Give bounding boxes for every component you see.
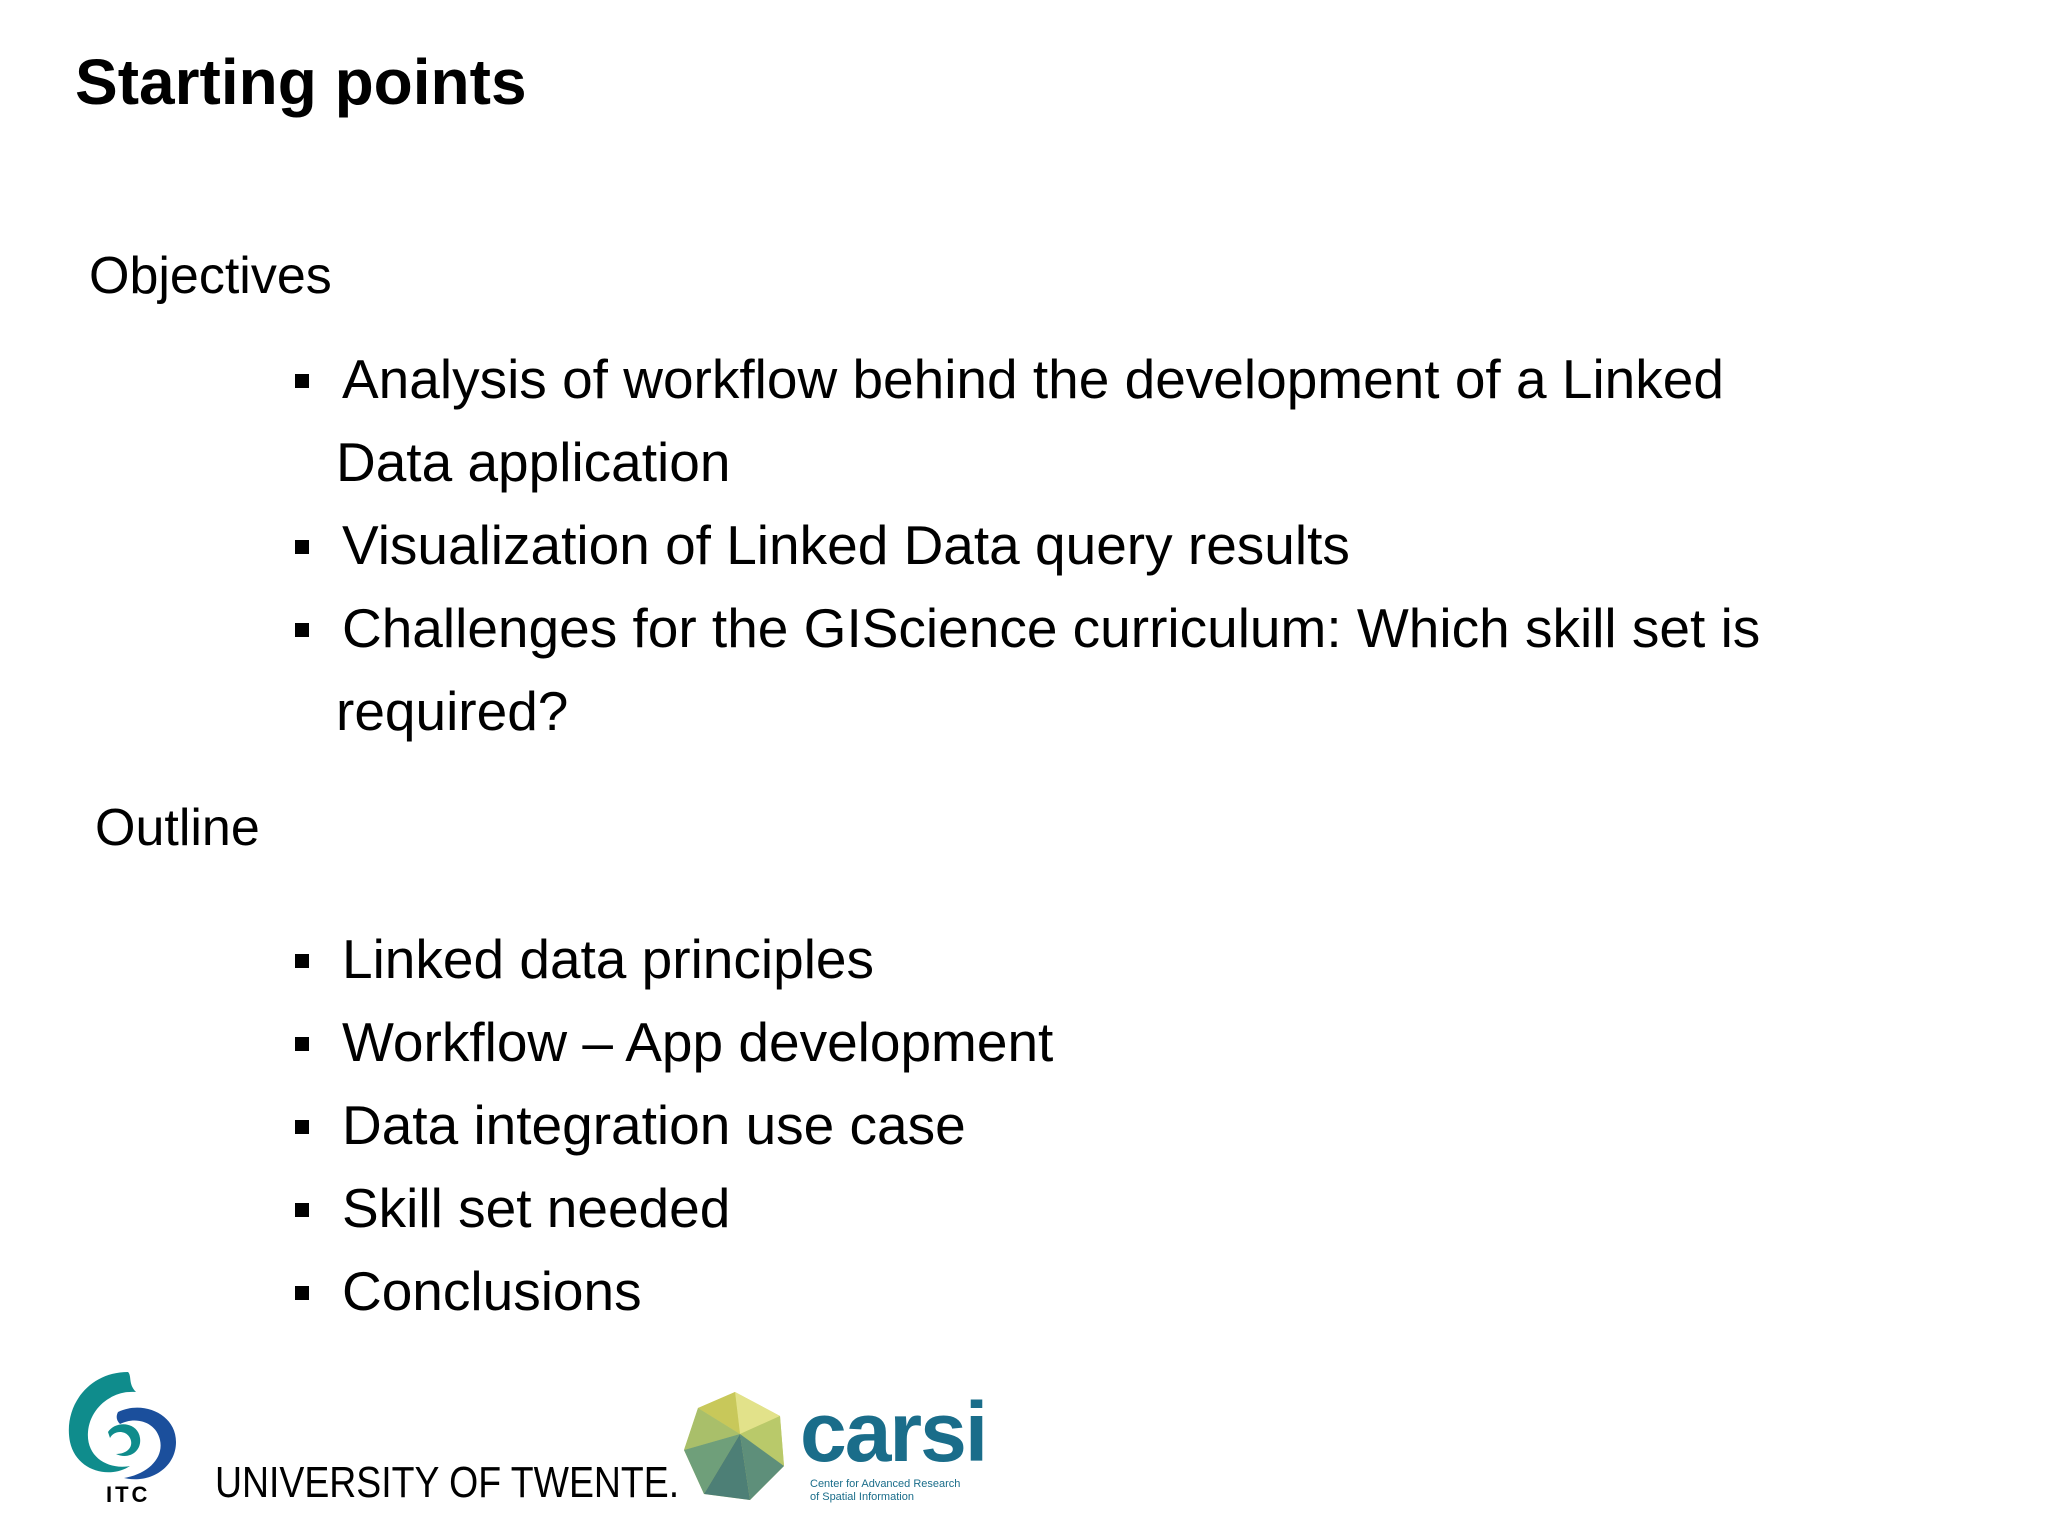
footer-logos: [0, 1350, 2048, 1536]
list-item: [290, 1250, 1930, 1333]
itc-logo-text: ITC: [106, 1482, 151, 1507]
bullet-text: Workflow – App development: [342, 1011, 1054, 1073]
bullet-text-continuation: required?: [336, 680, 569, 742]
bullet-text: Conclusions: [342, 1260, 642, 1322]
bullet-marker: [295, 374, 309, 388]
list-item: [290, 587, 1930, 753]
list-item: [290, 1084, 1930, 1167]
list-item: [290, 504, 1930, 587]
list-item: [290, 1167, 1930, 1250]
slide-title: Starting points: [75, 46, 527, 118]
bullet-marker: [295, 1120, 309, 1134]
bullet-text: Linked data principles: [342, 928, 875, 990]
list-item: [290, 338, 1930, 504]
outline-list: [290, 918, 1930, 1333]
carsi-subtitle: Center for Advanced Research of Spatial Information: [810, 1478, 961, 1503]
bullet-marker: [295, 540, 309, 554]
carsi-wordmark: carsi: [800, 1385, 987, 1479]
objectives-heading: Objectives: [89, 247, 332, 305]
bullet-marker: [295, 954, 309, 968]
bullet-text: Analysis of workflow behind the development of a Linked: [342, 348, 1724, 410]
bullet-marker: [295, 1037, 309, 1051]
bullet-text: Skill set needed: [342, 1177, 731, 1239]
list-item: [290, 1001, 1930, 1084]
outline-heading: Outline: [95, 799, 260, 857]
list-item: [290, 918, 1930, 1001]
bullet-text: Visualization of Linked Data query results: [342, 514, 1350, 576]
bullet-marker: [295, 1203, 309, 1217]
bullet-text-continuation: Data application: [336, 431, 731, 493]
bullet-text: Data integration use case: [342, 1094, 966, 1156]
bullet-text: Challenges for the GIScience curriculum: Which skill set is: [342, 597, 1761, 659]
objectives-list: [290, 338, 1930, 753]
carsi-geodesic-logo-icon: [680, 1388, 790, 1506]
bullet-marker: [295, 623, 309, 637]
university-name: UNIVERSITY OF TWENTE.: [215, 1458, 680, 1507]
bullet-marker: [295, 1286, 309, 1300]
